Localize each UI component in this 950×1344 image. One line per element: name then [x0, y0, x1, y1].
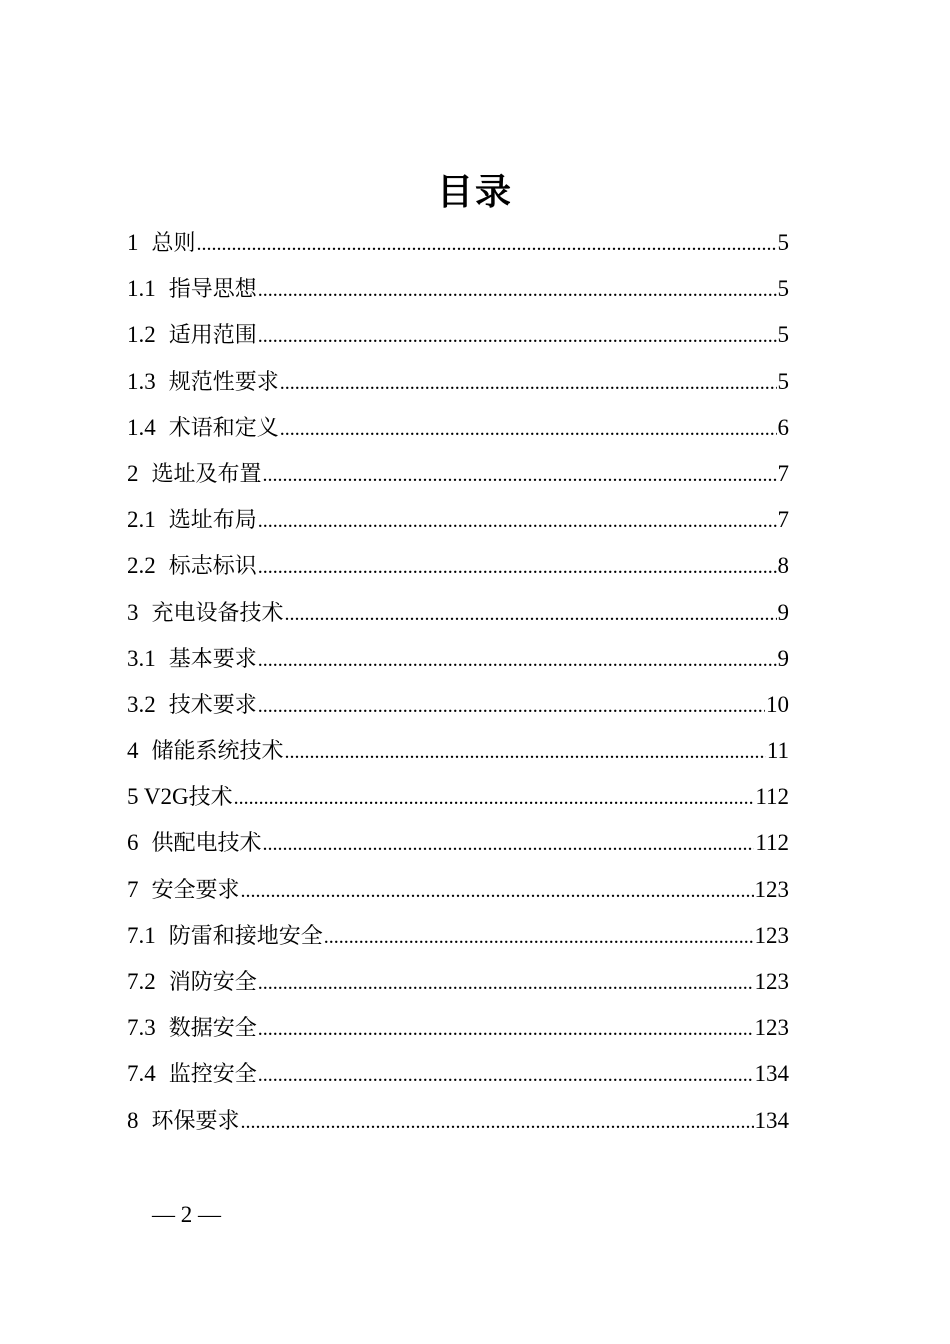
toc-entry-1-3[interactable] — [127, 359, 789, 405]
toc-leader-dots — [280, 406, 777, 451]
toc-entry-text: 术语和定义 — [168, 415, 279, 441]
toc-title: 目录 — [436, 171, 513, 213]
toc-entry-7[interactable] — [127, 867, 789, 913]
toc-entry-text: 基本要求 — [168, 646, 257, 672]
toc-entry-page: 8 — [777, 553, 789, 579]
toc-entry-page: 123 — [754, 1015, 789, 1041]
toc-entry-number: 2.1 — [127, 507, 156, 533]
toc-entry-number: 4 — [127, 738, 139, 764]
toc-entry-number: 1.3 — [127, 368, 156, 394]
toc-entry-text: 标志标识 — [168, 554, 257, 580]
toc-entry-3[interactable] — [127, 590, 789, 636]
toc-list — [127, 220, 789, 1144]
toc-entry-number: 7.3 — [127, 1015, 156, 1041]
toc-entry-text: 数据安全 — [168, 1016, 257, 1042]
toc-entry-number: 7.2 — [127, 969, 156, 994]
toc-entry-1-4[interactable] — [127, 405, 789, 451]
toc-entry-page: 123 — [754, 876, 789, 902]
toc-entry-text: 供配电技术 — [151, 831, 262, 857]
toc-entry-2[interactable] — [127, 451, 789, 497]
toc-entry-8[interactable] — [127, 1098, 789, 1144]
toc-entry-text: 技术要求 — [168, 692, 257, 718]
toc-entry-page: 5 — [777, 230, 789, 255]
toc-entry-page: 9 — [777, 645, 789, 671]
toc-entry-number: 7 — [127, 876, 139, 902]
toc-entry-text: 技术 — [188, 785, 233, 811]
toc-leader-dots — [285, 591, 777, 636]
toc-leader-dots — [258, 313, 777, 358]
toc-entry-3-2[interactable] — [127, 682, 789, 728]
toc-entry-number: 7.1 — [127, 922, 156, 948]
toc-leader-dots — [285, 729, 766, 774]
toc-entry-1-2[interactable] — [127, 312, 789, 358]
toc-entry-number: 2.2 — [127, 553, 156, 579]
toc-leader-dots — [197, 221, 777, 266]
toc-entry-page: 5 — [777, 322, 789, 348]
toc-entry-7-2[interactable] — [127, 959, 789, 1005]
toc-leader-dots — [324, 914, 754, 959]
toc-entry-page: 134 — [754, 1107, 789, 1133]
toc-leader-dots — [258, 498, 777, 543]
toc-entry-text: 选址布局 — [168, 508, 257, 534]
toc-entry-1-1[interactable] — [127, 266, 789, 312]
toc-entry-text: 总则 — [151, 231, 196, 256]
toc-entry-3-1[interactable] — [127, 636, 789, 682]
toc-leader-dots — [263, 821, 755, 866]
toc-entry-page: 134 — [754, 1061, 789, 1087]
toc-entry-7-3[interactable] — [127, 1005, 789, 1051]
toc-entry-text: 适用范围 — [168, 323, 257, 349]
toc-entry-page: 112 — [755, 784, 789, 810]
toc-entry-page: 7 — [777, 507, 789, 533]
toc-entry-page: 123 — [754, 922, 789, 948]
toc-entry-number: 8 — [127, 1107, 139, 1133]
toc-entry-text: 指导思想 — [168, 277, 257, 303]
toc-entry-page: 6 — [777, 414, 789, 440]
toc-leader-dots — [280, 360, 777, 405]
toc-entry-7-1[interactable] — [127, 913, 789, 959]
toc-entry-page: 7 — [777, 460, 789, 486]
toc-leader-dots — [258, 1052, 754, 1097]
toc-leader-dots — [241, 1099, 754, 1144]
toc-entry-number: 6 — [127, 830, 139, 856]
toc-entry-text: 充电设备技术 — [151, 600, 284, 626]
toc-entry-text: 防雷和接地安全 — [168, 923, 323, 949]
toc-entry-text: 环保要求 — [151, 1108, 240, 1134]
toc-entry-page: 123 — [754, 969, 789, 994]
toc-entry-number: 3.1 — [127, 645, 156, 671]
toc-entry-page: 11 — [766, 738, 789, 764]
toc-entry-page: 9 — [777, 599, 789, 625]
toc-entry-page: 5 — [777, 276, 789, 302]
toc-entry-number: 1 — [127, 230, 139, 255]
toc-entry-4[interactable] — [127, 728, 789, 774]
toc-leader-dots — [258, 544, 777, 589]
toc-leader-dots — [258, 267, 777, 312]
toc-entry-text: 安全要求 — [151, 877, 240, 903]
toc-entry-text: 规范性要求 — [168, 369, 279, 395]
toc-entry-number: 3.2 — [127, 691, 156, 717]
toc-leader-dots — [234, 775, 755, 820]
toc-leader-dots — [263, 452, 777, 497]
toc-entry-text: 消防安全 — [168, 970, 257, 995]
toc-entry-2-2[interactable] — [127, 543, 789, 589]
page-number-footer: — 2 — — [152, 1202, 221, 1227]
toc-entry-text: 选址及布置 — [151, 461, 262, 487]
toc-entry-page: 112 — [755, 830, 789, 856]
toc-entry-page: 5 — [777, 368, 789, 394]
toc-entry-6[interactable] — [127, 820, 789, 866]
toc-leader-dots — [258, 1006, 754, 1051]
toc-entry-number: 7.4 — [127, 1061, 156, 1087]
toc-entry-number: 1.4 — [127, 414, 156, 440]
toc-entry-5[interactable] — [127, 774, 789, 820]
toc-entry-page: 10 — [766, 691, 789, 717]
toc-entry-number: 1.2 — [127, 322, 156, 348]
toc-entry-2-1[interactable] — [127, 497, 789, 543]
toc-entry-text: 监控安全 — [168, 1062, 257, 1088]
toc-entry-number: 1.1 — [127, 276, 156, 302]
toc-leader-dots — [258, 960, 754, 1005]
toc-leader-dots — [258, 683, 765, 728]
toc-entry-7-4[interactable] — [127, 1051, 789, 1097]
toc-entry-1[interactable] — [127, 220, 789, 266]
toc-entry-number: 3 — [127, 599, 139, 625]
toc-entry-number: 2 — [127, 460, 139, 486]
toc-leader-dots — [258, 637, 777, 682]
toc-entry-number: 5 V2G — [127, 784, 189, 810]
toc-entry-text: 储能系统技术 — [151, 739, 284, 765]
toc-leader-dots — [241, 868, 754, 913]
